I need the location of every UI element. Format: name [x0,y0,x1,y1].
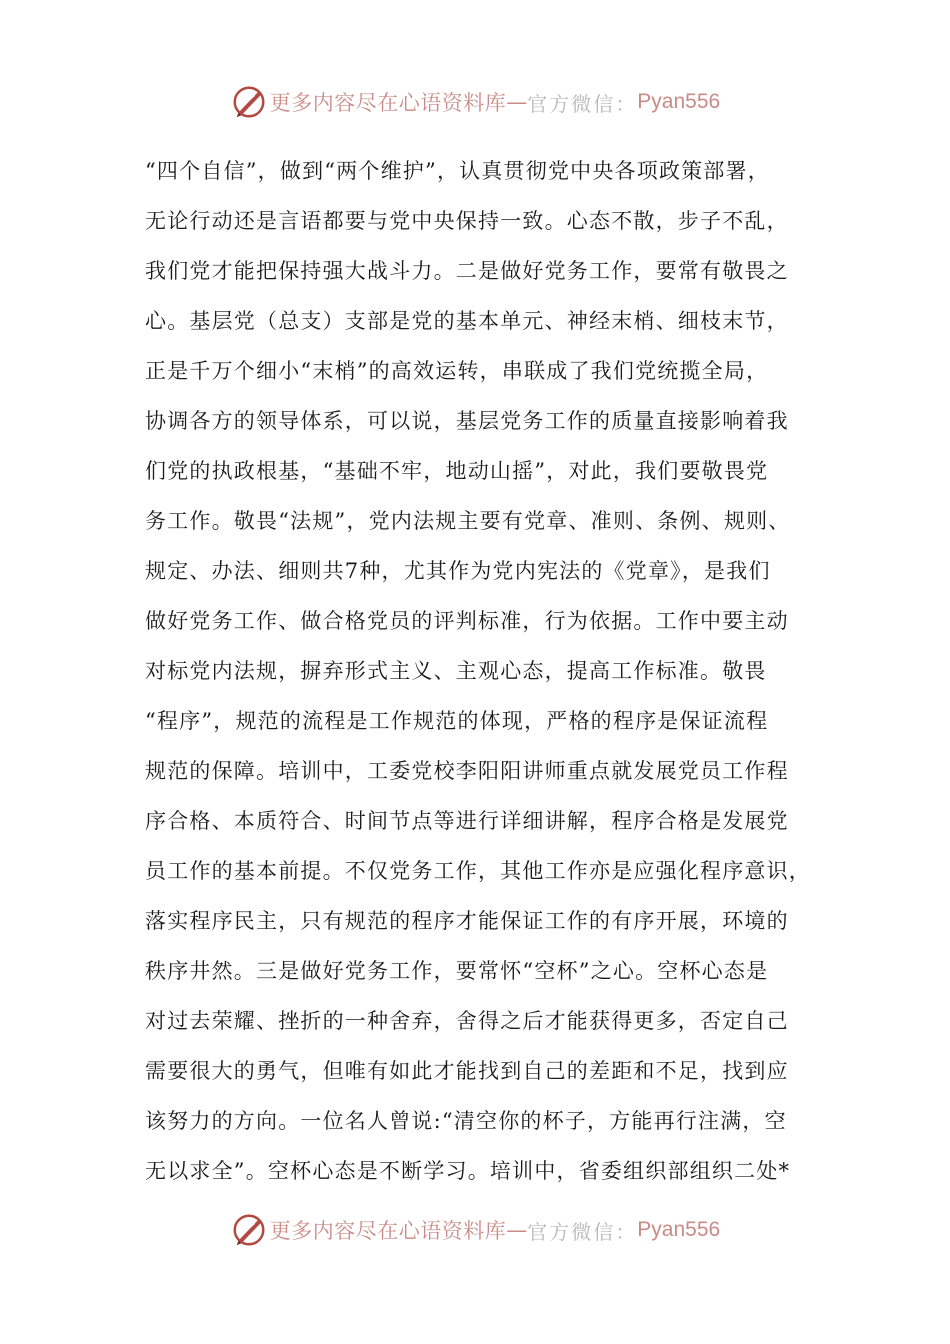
banner-dash: — [506,90,528,114]
text-line: 正是千万个细小“末梢”的高效运转，串联成了我们党统揽全局， [145,359,769,383]
banner-site-text: 更多内容尽在心语资料库 [269,91,507,115]
text-line: 协调各方的领导体系，可以说，基层党务工作的质量直接影响着我 [145,409,789,433]
text-line: 规范的保障。培训中，工委党校李阳阳讲师重点就发展党员工作程 [145,759,789,783]
text-line: 无以求全”。空杯心态是不断学习。培训中，省委组织部组织二处* [145,1159,791,1183]
document-body [145,148,835,1198]
pen-logo-icon [230,1211,268,1249]
text-line: 心。基层党（总支）支部是党的基本单元、神经末梢、细枝末节， [145,309,789,333]
pen-logo-icon [230,83,268,121]
text-line: 们党的执政根基，“基础不牢，地动山摇”，对此，我们要敬畏党 [145,459,769,483]
text-line: “程序”，规范的流程是工作规范的体现，严格的程序是保证流程 [145,709,769,733]
banner-site-text: 更多内容尽在心语资料库 [269,1219,507,1243]
text-line: 务工作。敬畏“法规”，党内法规主要有党章、准则、条例、规则、 [145,509,791,533]
text-line: 对过去荣耀、挫折的一种舍弃，舍得之后才能获得更多，否定自己 [145,1009,789,1033]
text-line: 对标党内法规，摒弃形式主义、主观心态，提高工作标准。敬畏 [145,659,767,683]
text-line: 落实程序民主，只有规范的程序才能保证工作的有序开展，环境的 [145,909,789,933]
text-line: 做好党务工作、做合格党员的评判标准，行为依据。工作中要主动 [145,609,789,633]
text-line: 我们党才能把保持强大战斗力。二是做好党务工作，要常有敬畏之 [145,259,789,283]
banner-wechat-id: Pyan556 [637,1218,721,1241]
text-line: 无论行动还是言语都要与党中央保持一致。心态不散，步子不乱， [145,209,789,233]
text-line: 该努力的方向。一位名人曾说:“清空你的杯子，方能再行注满，空 [145,1109,787,1133]
text-line: 需要很大的勇气，但唯有如此才能找到自己的差距和不足，找到应 [145,1059,789,1083]
text-line: 秩序井然。三是做好党务工作，要常怀“空杯”之心。空杯心态是 [145,959,769,983]
banner-official-label: 官方微信： [527,1219,638,1244]
text-line: 员工作的基本前提。不仅党务工作，其他工作亦是应强化程序意识， [145,859,811,883]
banner-official-label: 官方微信： [527,91,638,116]
text-line: 序合格、本质符合、时间节点等进行详细讲解，程序合格是发展党 [145,809,789,833]
text-line: 规定、办法、细则共7种，尤其作为党内宪法的《党章》，是我们 [145,559,771,583]
text-line: “四个自信”，做到“两个维护”，认真贯彻党中央各项政策部署， [145,159,770,183]
header-banner [0,80,950,124]
footer-banner [0,1208,950,1252]
banner-dash: — [506,1218,528,1242]
banner-wechat-id: Pyan556 [637,90,721,113]
